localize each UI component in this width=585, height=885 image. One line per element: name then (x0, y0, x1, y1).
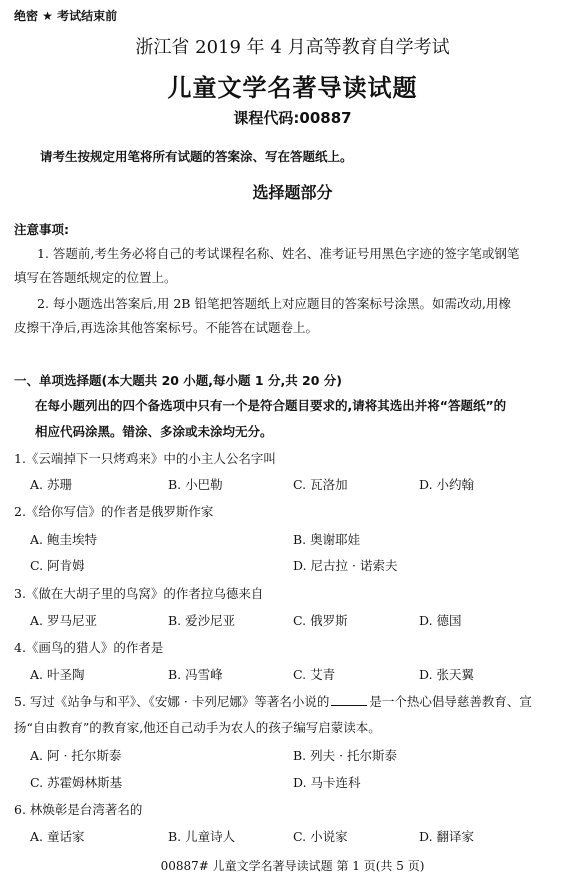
question-6-option-c: C. 小说家 (293, 829, 348, 844)
question-3-option-b: B. 爱沙尼亚 (168, 613, 236, 628)
question-6-stem: 6. 林焕彰是台湾著名的 (14, 802, 143, 817)
question-2-option-c: C. 阿肯姆 (30, 558, 85, 573)
question-2-stem: 2.《给你写信》的作者是俄罗斯作家 (14, 504, 214, 519)
paper-title: 儿童文学名著导读试题 (167, 74, 418, 102)
question-3-option-a: A. 罗马尼亚 (30, 613, 97, 628)
secret-label: 绝密 ★ 考试结束前 (14, 9, 118, 23)
question-1-option-d: D. 小约翰 (419, 477, 475, 492)
question-6-option-d: D. 翻译家 (419, 829, 475, 844)
note-2-line-2: 皮擦干净后,再选涂其他答案标号。不能答在试题卷上。 (14, 320, 318, 335)
question-3-option-d: D. 德国 (419, 613, 462, 628)
question-5-option-b: B. 列夫 · 托尔斯泰 (293, 748, 398, 763)
question-2-option-b: B. 奥谢耶娃 (293, 532, 361, 547)
question-6-option-b: B. 儿童诗人 (168, 829, 236, 844)
part1-desc-line-2: 相应代码涂黑。错涂、多涂或未涂均无分。 (35, 424, 273, 439)
section-title: 选择题部分 (252, 183, 333, 202)
notes-label: 注意事项: (14, 222, 69, 237)
question-4-stem: 4.《画鸟的猎人》的作者是 (14, 640, 164, 655)
note-1-line-1: 1. 答题前,考生务必将自己的考试课程名称、姓名、准考证号用黑色字迹的签字笔或钢笔 (37, 246, 520, 261)
question-5-stem-line-2: 扬“自由教育”的教育家,他还自己动手为农人的孩子编写启蒙读本。 (14, 720, 381, 735)
question-2-option-d: D. 尼古拉 · 诺索夫 (293, 558, 398, 573)
question-5-option-a: A. 阿 · 托尔斯泰 (30, 748, 122, 763)
note-2-line-1: 2. 每小题选出答案后,用 2B 铅笔把答题纸上对应题目的答案标号涂黑。如需改动,用橡 (37, 296, 511, 311)
question-2-option-a: A. 鲍圭埃特 (30, 532, 97, 547)
part1-desc-line-1: 在每小题列出的四个备选项中只有一个是符合题目要求的,请将其选出并将“答题纸”的 (35, 398, 507, 413)
question-1-option-b: B. 小巴勒 (168, 477, 223, 492)
part1-title: 一、单项选择题(本大题共 20 小题,每小题 1 分,共 20 分) (14, 373, 343, 388)
question-1-option-c: C. 瓦洛加 (293, 477, 348, 492)
answer-instruction: 请考生按规定用笔将所有试题的答案涂、写在答题纸上。 (40, 149, 353, 164)
question-3-stem: 3.《做在大胡子里的鸟窝》的作者拉乌德来自 (14, 586, 264, 601)
question-4-option-d: D. 张天翼 (419, 667, 475, 682)
exam-title: 浙江省 2019 年 4 月高等教育自学考试 (135, 37, 450, 58)
question-5-stem-part-2: 是一个热心倡导慈善教育、宣 (369, 694, 532, 709)
course-code: 课程代码:00887 (233, 109, 352, 127)
question-5-option-c: C. 苏霍姆林斯基 (30, 775, 123, 790)
note-1-line-2: 填写在答题纸规定的位置上。 (14, 270, 177, 285)
fill-in-blank (331, 693, 367, 706)
question-1-option-a: A. 苏珊 (30, 477, 72, 492)
page-footer: 00887# 儿童文学名著导读试题 第 1 页(共 5 页) (160, 859, 425, 873)
question-3-option-c: C. 俄罗斯 (293, 613, 348, 628)
question-4-option-b: B. 冯雪峰 (168, 667, 223, 682)
question-5-stem-part-1: 5. 写过《站争与和平》、《安娜 · 卡列尼娜》等著名小说的 (14, 694, 330, 709)
question-4-option-a: A. 叶圣陶 (30, 667, 85, 682)
question-4-option-c: C. 艾青 (293, 667, 336, 682)
question-5-stem-line-1 (14, 692, 532, 710)
question-5-option-d: D. 马卡连科 (293, 775, 361, 790)
question-6-option-a: A. 童话家 (30, 829, 85, 844)
question-1-stem: 1.《云端掉下一只烤鸡来》中的小主人公名字叫 (14, 451, 276, 466)
